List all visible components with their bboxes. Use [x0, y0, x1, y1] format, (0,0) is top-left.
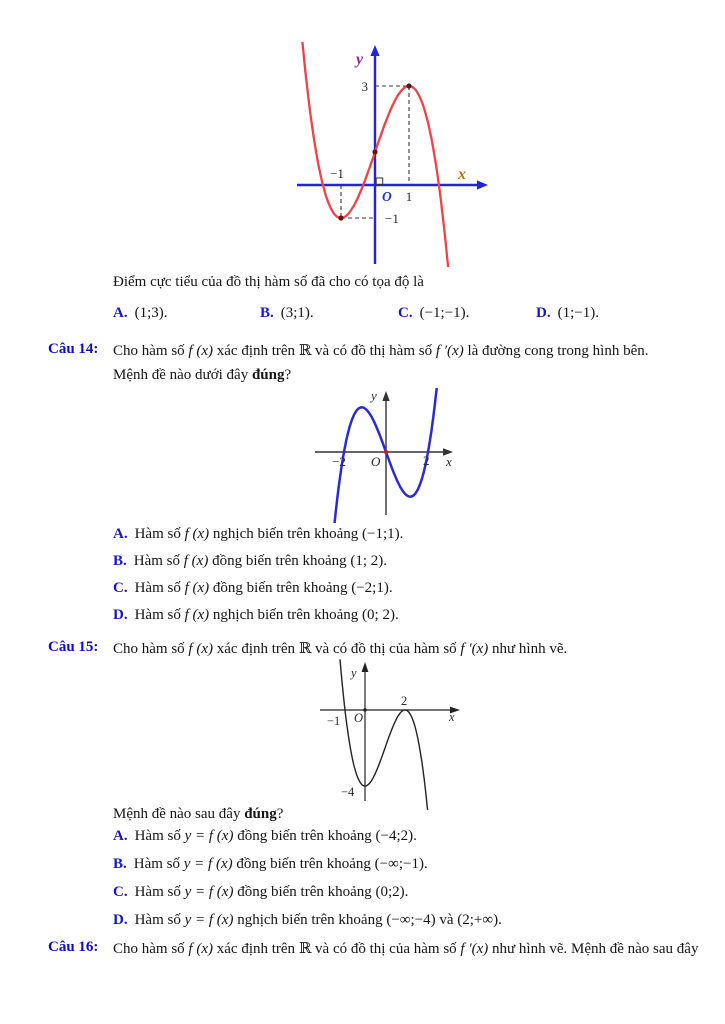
emphasized-word: đúng: [251, 367, 285, 383]
origin-right-angle-mark: [376, 178, 383, 185]
tick-1: 1: [405, 189, 413, 204]
math-y-fx: y = f (x): [183, 856, 233, 872]
option-15-b: [113, 856, 428, 873]
option-letter: B.: [113, 553, 127, 569]
question15-question-line: [113, 806, 283, 823]
option-post: đồng biến trên khoảng (−4;2).: [233, 828, 417, 844]
text-part: và có đồ thị của hàm số: [311, 641, 461, 657]
x-axis-label: x: [449, 710, 455, 724]
math-y-fx: y = f (x): [184, 828, 234, 844]
text-part: xác định trên: [213, 343, 299, 359]
option-letter: B.: [260, 305, 274, 321]
option-15-d: [113, 912, 502, 929]
option-text: (3;1).: [280, 305, 314, 321]
text-part: Mệnh đề nào sau đây: [113, 806, 245, 822]
y-axis-label: y: [371, 388, 377, 403]
text-part: xác định trên: [213, 941, 299, 957]
option-letter: A.: [113, 305, 128, 321]
option-13-b: [260, 305, 314, 322]
math-y-fx: y = f (x): [184, 912, 234, 928]
option-13-a: [113, 305, 168, 322]
text-part: như hình vẽ. Mệnh đề nào sau đây: [488, 941, 699, 957]
tick-minus2: −2: [332, 454, 346, 469]
option-letter: C.: [113, 580, 128, 596]
graph-cubic-function: [292, 42, 492, 267]
option-pre: Hàm số: [133, 856, 184, 872]
question16-label: Câu 16:: [48, 939, 99, 955]
text-part: là đường cong trong hình bên.: [463, 343, 649, 359]
question15-label: Câu 15:: [48, 639, 99, 655]
question15-intro: [113, 639, 567, 658]
text-part: như hình vẽ.: [488, 641, 568, 657]
tick-2: 2: [401, 694, 408, 708]
x-axis-label: x: [446, 454, 452, 469]
option-14-d: [113, 607, 399, 624]
option-letter: B.: [113, 856, 127, 872]
math-f-prime-x: f ′(x): [460, 641, 489, 657]
tick-3: 3: [361, 79, 368, 94]
math-f-prime-x: f ′(x): [435, 343, 464, 359]
option-letter: C.: [398, 305, 413, 321]
origin-dot: [363, 708, 366, 711]
text-part: và có đồ thị của hàm số: [311, 941, 461, 957]
option-pre: Hàm số: [134, 884, 185, 900]
question14-intro: [113, 341, 649, 360]
option-letter: C.: [113, 884, 128, 900]
option-pre: Hàm số: [134, 607, 185, 623]
option-pre: Hàm số: [134, 580, 185, 596]
option-post: nghịch biến trên khoảng (−1;1).: [209, 526, 404, 542]
y-axis-arrow: [370, 45, 379, 56]
text-part: ?: [284, 367, 292, 383]
option-letter: D.: [113, 912, 128, 928]
option-letter: D.: [113, 607, 128, 623]
option-post: đồng biến trên khoảng (0;2).: [233, 884, 409, 900]
tick-minus1-y: −1: [385, 211, 399, 226]
option-15-a: [113, 828, 417, 845]
graph-f-prime-q15: [313, 658, 468, 810]
option-pre: Hàm số: [134, 828, 185, 844]
option-letter: D.: [536, 305, 551, 321]
text-part: ?: [276, 806, 284, 822]
y-axis-label: y: [356, 51, 364, 68]
question14-question-line: [113, 367, 291, 384]
text-part: Mệnh đề nào dưới đây: [113, 367, 252, 383]
option-13-c: [398, 305, 469, 322]
origin-label: O: [354, 711, 364, 725]
real-number-symbol: ℝ: [298, 941, 312, 957]
tick-minus1: −1: [327, 714, 341, 728]
x-axis-arrow: [477, 180, 488, 189]
question16-intro: [113, 939, 698, 958]
option-14-b: [113, 553, 387, 570]
x-axis-label: x: [458, 166, 466, 183]
emphasized-word: đúng: [244, 806, 277, 822]
tick-2: 2: [423, 453, 430, 468]
y-axis-label: y: [351, 666, 357, 680]
math-f-prime-x: f ′(x): [460, 941, 489, 957]
math-fx: f (x): [188, 641, 213, 657]
math-fx: f (x): [188, 343, 213, 359]
option-text: (1;−1).: [557, 305, 599, 321]
origin-label: O: [382, 189, 392, 204]
text-part: Cho hàm số: [113, 343, 189, 359]
text-part: Cho hàm số: [113, 941, 189, 957]
option-post: đồng biến trên khoảng (−2;1).: [209, 580, 393, 596]
option-15-c: [113, 884, 408, 901]
question13-prompt: Điểm cực tiểu của đồ thị hàm số đã cho có tọa độ là: [113, 274, 424, 290]
math-fx: f (x): [184, 526, 210, 542]
option-text: (−1;−1).: [419, 305, 470, 321]
origin-dot: [384, 450, 388, 454]
y-axis-arrow: [382, 391, 389, 401]
tick-minus4: −4: [341, 785, 355, 799]
axes: [297, 52, 481, 264]
option-post: nghịch biến trên khoảng (−∞;−4) và (2;+∞).: [233, 912, 502, 928]
origin-label: O: [371, 454, 381, 469]
y-axis-arrow: [362, 662, 369, 672]
tick-minus1-x: −1: [330, 166, 344, 181]
option-post: đồng biến trên khoảng (1; 2).: [208, 553, 388, 569]
option-14-c: [113, 580, 393, 597]
math-fx: f (x): [184, 580, 210, 596]
math-y-fx: y = f (x): [184, 884, 234, 900]
option-letter: A.: [113, 526, 128, 542]
math-fx: f (x): [183, 553, 209, 569]
graph-f-prime-q14: [303, 388, 463, 523]
option-pre: Hàm số: [134, 912, 185, 928]
text-part: xác định trên: [213, 641, 299, 657]
option-letter: A.: [113, 828, 128, 844]
text-part: và có đồ thị hàm số: [311, 343, 436, 359]
option-14-a: [113, 526, 403, 543]
question14-label: Câu 14:: [48, 341, 99, 357]
option-13-d: [536, 305, 599, 322]
option-pre: Hàm số: [133, 553, 184, 569]
option-post: đồng biến trên khoảng (−∞;−1).: [232, 856, 428, 872]
math-fx: f (x): [184, 607, 210, 623]
text-part: Cho hàm số: [113, 641, 189, 657]
real-number-symbol: ℝ: [298, 343, 312, 359]
option-text: (1;3).: [134, 305, 168, 321]
option-pre: Hàm số: [134, 526, 185, 542]
math-fx: f (x): [188, 941, 213, 957]
axes: [320, 668, 453, 801]
option-post: nghịch biến trên khoảng (0; 2).: [209, 607, 399, 623]
real-number-symbol: ℝ: [298, 641, 312, 657]
